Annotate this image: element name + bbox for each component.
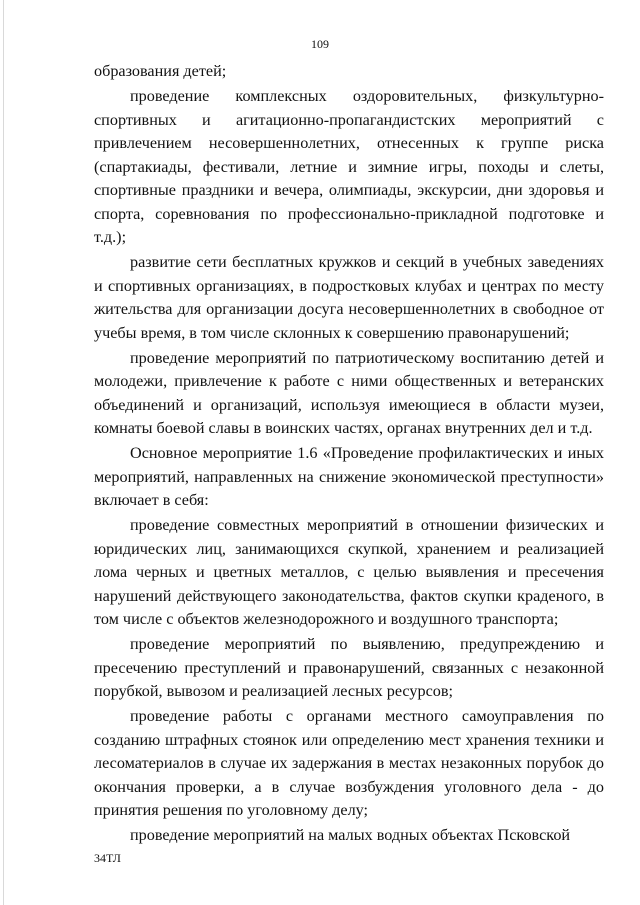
paragraph-section-heading: Основное мероприятие 1.6 «Проведение профилактических и иных мероприятий, направленных на снижение экономической преступности» включает в себя: <box>94 444 604 509</box>
paragraph: проведение мероприятий по выявлению, предупреждению и пресечению преступлений и правонарушений, связанных с незаконной порубкой, вывозом и реализацией лесных ресурсов; <box>94 635 604 700</box>
paragraph: проведение мероприятий на малых водных объектах Псковской <box>130 826 571 844</box>
scan-edge-line <box>3 0 4 905</box>
paragraph-continuation: образования детей; <box>94 62 227 80</box>
paragraph: развитие сети бесплатных кружков и секций в учебных заведениях и спортивных организациях, в подростковых клубах и центрах по месту жительства для организации досуга несовершеннолетних в свободное от учебы время, в том числе склонных к совершению правонарушений; <box>94 253 604 342</box>
paragraph: проведение комплексных оздоровительных, физкультурно-спортивных и агитационно-пропагандистских мероприятий с привлечением несовершеннолетних, отнесенных к группе риска (спартакиады, фестивали, летние и зимние игры, походы и слеты, спортивные праздники и вечера, олимпиады, экскурсии, дни здоровья и спорта, соревнования по профессионально-прикладной подготовке и т.д.); <box>94 87 604 246</box>
paragraph: проведение совместных мероприятий в отношении физических и юридических лиц, занимающихся скупкой, хранением и реализацией лома черных и цветных металлов, с целью выявления и пресечения нарушений действующего законодательства, фактов скупки краденого, в том числе с объектов железнодорожного и воздушного транспорта; <box>94 516 604 628</box>
paragraph: проведение мероприятий по патриотическому воспитанию детей и молодежи, привлечение к работе с ними общественных и ветеранских объединений и организаций, используя имеющиеся в области музеи, комнаты боевой славы в воинских частях, органах внутренних дел и т.д. <box>94 348 604 437</box>
paragraph: проведение работы с органами местного самоуправления по созданию штрафных стоянок или определению мест хранения техники и лесоматериалов в случае их задержания в местах незаконных порубок до окончания проверки, а в случае возбуждения уголовного дела - до принятия решения по уголовному делу; <box>94 707 604 819</box>
document-body <box>94 60 604 849</box>
footer-code: 34ТЛ <box>94 851 121 865</box>
page-number: 109 <box>311 37 329 51</box>
